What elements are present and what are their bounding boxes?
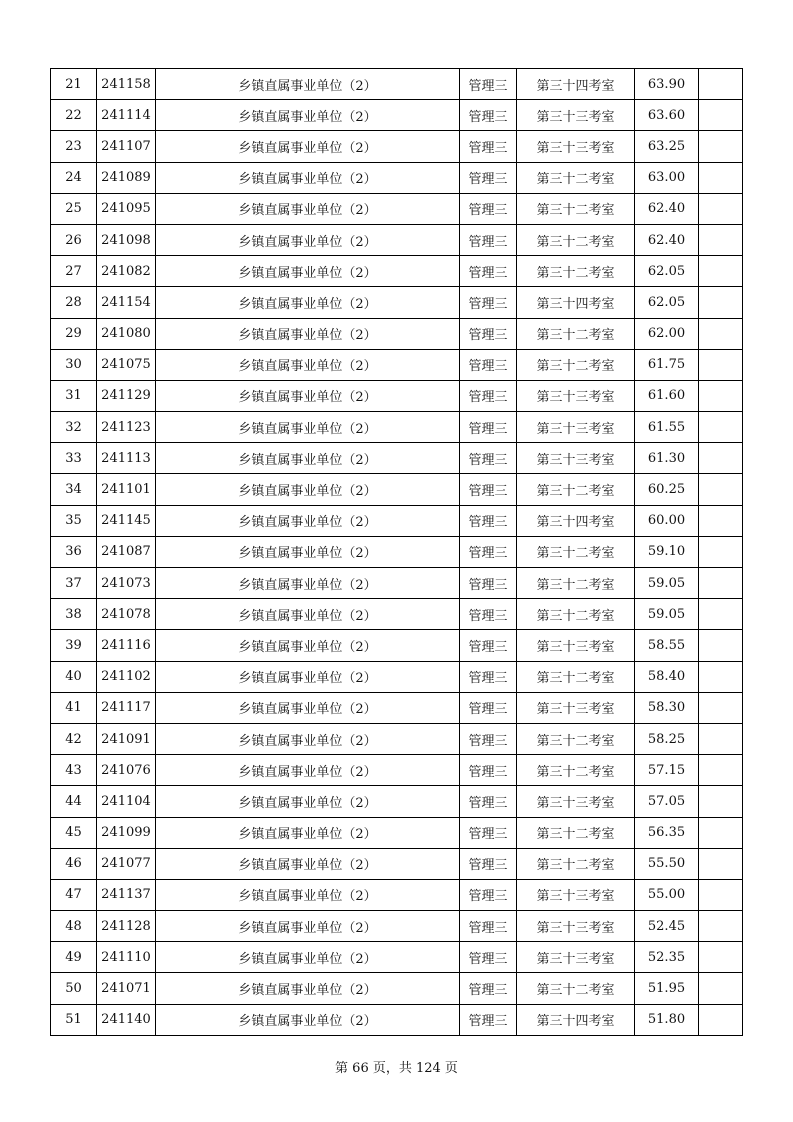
remark-cell	[699, 911, 743, 942]
unit-name-cell: 乡镇直属事业单位（2）	[156, 755, 460, 786]
remark-cell	[699, 661, 743, 692]
row-number-cell: 48	[51, 911, 97, 942]
score-cell: 58.40	[635, 661, 699, 692]
unit-name-cell: 乡镇直属事业单位（2）	[156, 224, 460, 255]
candidate-id-cell: 241077	[97, 848, 156, 879]
row-number-cell: 31	[51, 380, 97, 411]
table-row	[51, 568, 743, 599]
exam-room-cell: 第三十三考室	[517, 443, 635, 474]
row-number-cell: 35	[51, 505, 97, 536]
score-cell: 62.40	[635, 224, 699, 255]
exam-room-cell: 第三十二考室	[517, 755, 635, 786]
remark-cell	[699, 131, 743, 162]
score-cell: 63.60	[635, 100, 699, 131]
score-cell: 55.50	[635, 848, 699, 879]
score-cell: 52.45	[635, 911, 699, 942]
row-number-cell: 24	[51, 162, 97, 193]
table-row	[51, 505, 743, 536]
remark-cell	[699, 69, 743, 100]
exam-room-cell: 第三十二考室	[517, 973, 635, 1004]
row-number-cell: 44	[51, 786, 97, 817]
score-cell: 63.00	[635, 162, 699, 193]
score-cell: 61.55	[635, 412, 699, 443]
remark-cell	[699, 256, 743, 287]
row-number-cell: 47	[51, 879, 97, 910]
remark-cell	[699, 599, 743, 630]
exam-room-cell: 第三十二考室	[517, 599, 635, 630]
unit-name-cell: 乡镇直属事业单位（2）	[156, 380, 460, 411]
position-cell: 管理三	[460, 1004, 517, 1035]
exam-room-cell: 第三十二考室	[517, 256, 635, 287]
score-cell: 61.30	[635, 443, 699, 474]
position-cell: 管理三	[460, 536, 517, 567]
exam-room-cell: 第三十二考室	[517, 723, 635, 754]
unit-name-cell: 乡镇直属事业单位（2）	[156, 69, 460, 100]
remark-cell	[699, 692, 743, 723]
score-cell: 62.40	[635, 193, 699, 224]
row-number-cell: 26	[51, 224, 97, 255]
unit-name-cell: 乡镇直属事业单位（2）	[156, 131, 460, 162]
page-footer: 第 66 页，共 124 页	[335, 1061, 458, 1076]
remark-cell	[699, 942, 743, 973]
row-number-cell: 36	[51, 536, 97, 567]
candidate-id-cell: 241116	[97, 630, 156, 661]
candidate-id-cell: 241158	[97, 69, 156, 100]
remark-cell	[699, 100, 743, 131]
row-number-cell: 51	[51, 1004, 97, 1035]
position-cell: 管理三	[460, 911, 517, 942]
exam-room-cell: 第三十二考室	[517, 162, 635, 193]
row-number-cell: 29	[51, 318, 97, 349]
score-cell: 51.80	[635, 1004, 699, 1035]
table-row	[51, 318, 743, 349]
score-cell: 57.05	[635, 786, 699, 817]
exam-room-cell: 第三十二考室	[517, 193, 635, 224]
remark-cell	[699, 817, 743, 848]
position-cell: 管理三	[460, 443, 517, 474]
exam-room-cell: 第三十二考室	[517, 536, 635, 567]
exam-room-cell: 第三十三考室	[517, 380, 635, 411]
row-number-cell: 34	[51, 474, 97, 505]
results-table	[50, 68, 743, 1036]
position-cell: 管理三	[460, 505, 517, 536]
unit-name-cell: 乡镇直属事业单位（2）	[156, 817, 460, 848]
candidate-id-cell: 241123	[97, 412, 156, 443]
exam-room-cell: 第三十三考室	[517, 786, 635, 817]
row-number-cell: 22	[51, 100, 97, 131]
exam-room-cell: 第三十三考室	[517, 100, 635, 131]
row-number-cell: 50	[51, 973, 97, 1004]
unit-name-cell: 乡镇直属事业单位（2）	[156, 630, 460, 661]
unit-name-cell: 乡镇直属事业单位（2）	[156, 349, 460, 380]
score-cell: 58.25	[635, 723, 699, 754]
table-row	[51, 380, 743, 411]
position-cell: 管理三	[460, 661, 517, 692]
score-cell: 57.15	[635, 755, 699, 786]
unit-name-cell: 乡镇直属事业单位（2）	[156, 100, 460, 131]
candidate-id-cell: 241082	[97, 256, 156, 287]
candidate-id-cell: 241104	[97, 786, 156, 817]
table-row	[51, 349, 743, 380]
unit-name-cell: 乡镇直属事业单位（2）	[156, 786, 460, 817]
position-cell: 管理三	[460, 69, 517, 100]
unit-name-cell: 乡镇直属事业单位（2）	[156, 599, 460, 630]
remark-cell	[699, 318, 743, 349]
candidate-id-cell: 241080	[97, 318, 156, 349]
remark-cell	[699, 474, 743, 505]
table-row	[51, 661, 743, 692]
position-cell: 管理三	[460, 193, 517, 224]
row-number-cell: 37	[51, 568, 97, 599]
remark-cell	[699, 224, 743, 255]
exam-room-cell: 第三十三考室	[517, 412, 635, 443]
remark-cell	[699, 786, 743, 817]
table-row	[51, 412, 743, 443]
candidate-id-cell: 241154	[97, 287, 156, 318]
candidate-id-cell: 241137	[97, 879, 156, 910]
score-cell: 58.30	[635, 692, 699, 723]
exam-room-cell: 第三十二考室	[517, 568, 635, 599]
candidate-id-cell: 241114	[97, 100, 156, 131]
score-cell: 55.00	[635, 879, 699, 910]
score-cell: 61.60	[635, 380, 699, 411]
position-cell: 管理三	[460, 942, 517, 973]
score-cell: 61.75	[635, 349, 699, 380]
table-row	[51, 599, 743, 630]
position-cell: 管理三	[460, 287, 517, 318]
exam-room-cell: 第三十四考室	[517, 505, 635, 536]
table-row	[51, 536, 743, 567]
position-cell: 管理三	[460, 755, 517, 786]
position-cell: 管理三	[460, 474, 517, 505]
score-cell: 62.05	[635, 287, 699, 318]
unit-name-cell: 乡镇直属事业单位（2）	[156, 536, 460, 567]
row-number-cell: 41	[51, 692, 97, 723]
remark-cell	[699, 973, 743, 1004]
remark-cell	[699, 162, 743, 193]
row-number-cell: 27	[51, 256, 97, 287]
table-row	[51, 474, 743, 505]
candidate-id-cell: 241102	[97, 661, 156, 692]
row-number-cell: 33	[51, 443, 97, 474]
remark-cell	[699, 349, 743, 380]
remark-cell	[699, 287, 743, 318]
candidate-id-cell: 241129	[97, 380, 156, 411]
exam-room-cell: 第三十三考室	[517, 692, 635, 723]
remark-cell	[699, 443, 743, 474]
table-row	[51, 193, 743, 224]
score-cell: 56.35	[635, 817, 699, 848]
candidate-id-cell: 241098	[97, 224, 156, 255]
score-cell: 51.95	[635, 973, 699, 1004]
position-cell: 管理三	[460, 100, 517, 131]
position-cell: 管理三	[460, 568, 517, 599]
position-cell: 管理三	[460, 256, 517, 287]
exam-room-cell: 第三十二考室	[517, 661, 635, 692]
unit-name-cell: 乡镇直属事业单位（2）	[156, 661, 460, 692]
candidate-id-cell: 241089	[97, 162, 156, 193]
position-cell: 管理三	[460, 224, 517, 255]
remark-cell	[699, 848, 743, 879]
table-row	[51, 848, 743, 879]
candidate-id-cell: 241145	[97, 505, 156, 536]
candidate-id-cell: 241073	[97, 568, 156, 599]
table-row	[51, 817, 743, 848]
unit-name-cell: 乡镇直属事业单位（2）	[156, 193, 460, 224]
exam-room-cell: 第三十四考室	[517, 287, 635, 318]
table-row	[51, 973, 743, 1004]
table-row	[51, 1004, 743, 1035]
table-row	[51, 879, 743, 910]
exam-room-cell: 第三十四考室	[517, 69, 635, 100]
row-number-cell: 21	[51, 69, 97, 100]
candidate-id-cell: 241099	[97, 817, 156, 848]
exam-room-cell: 第三十二考室	[517, 848, 635, 879]
row-number-cell: 45	[51, 817, 97, 848]
exam-room-cell: 第三十二考室	[517, 349, 635, 380]
score-cell: 60.00	[635, 505, 699, 536]
position-cell: 管理三	[460, 318, 517, 349]
table-row	[51, 723, 743, 754]
table-row	[51, 630, 743, 661]
row-number-cell: 40	[51, 661, 97, 692]
position-cell: 管理三	[460, 817, 517, 848]
remark-cell	[699, 1004, 743, 1035]
candidate-id-cell: 241107	[97, 131, 156, 162]
remark-cell	[699, 723, 743, 754]
unit-name-cell: 乡镇直属事业单位（2）	[156, 879, 460, 910]
candidate-id-cell: 241087	[97, 536, 156, 567]
unit-name-cell: 乡镇直属事业单位（2）	[156, 692, 460, 723]
row-number-cell: 46	[51, 848, 97, 879]
table-body	[51, 69, 743, 1036]
table-row	[51, 100, 743, 131]
exam-room-cell: 第三十三考室	[517, 879, 635, 910]
candidate-id-cell: 241110	[97, 942, 156, 973]
unit-name-cell: 乡镇直属事业单位（2）	[156, 256, 460, 287]
exam-room-cell: 第三十二考室	[517, 474, 635, 505]
table-row	[51, 256, 743, 287]
remark-cell	[699, 568, 743, 599]
candidate-id-cell: 241101	[97, 474, 156, 505]
exam-room-cell: 第三十三考室	[517, 942, 635, 973]
unit-name-cell: 乡镇直属事业单位（2）	[156, 568, 460, 599]
score-cell: 60.25	[635, 474, 699, 505]
position-cell: 管理三	[460, 162, 517, 193]
candidate-id-cell: 241076	[97, 755, 156, 786]
remark-cell	[699, 536, 743, 567]
row-number-cell: 23	[51, 131, 97, 162]
table-row	[51, 942, 743, 973]
row-number-cell: 38	[51, 599, 97, 630]
position-cell: 管理三	[460, 630, 517, 661]
remark-cell	[699, 879, 743, 910]
candidate-id-cell: 241075	[97, 349, 156, 380]
remark-cell	[699, 755, 743, 786]
unit-name-cell: 乡镇直属事业单位（2）	[156, 443, 460, 474]
table-row	[51, 692, 743, 723]
score-cell: 62.05	[635, 256, 699, 287]
score-cell: 59.05	[635, 599, 699, 630]
candidate-id-cell: 241140	[97, 1004, 156, 1035]
unit-name-cell: 乡镇直属事业单位（2）	[156, 287, 460, 318]
remark-cell	[699, 412, 743, 443]
row-number-cell: 25	[51, 193, 97, 224]
table-row	[51, 224, 743, 255]
exam-room-cell: 第三十三考室	[517, 630, 635, 661]
table-row	[51, 131, 743, 162]
row-number-cell: 39	[51, 630, 97, 661]
exam-room-cell: 第三十三考室	[517, 131, 635, 162]
candidate-id-cell: 241117	[97, 692, 156, 723]
position-cell: 管理三	[460, 848, 517, 879]
position-cell: 管理三	[460, 692, 517, 723]
unit-name-cell: 乡镇直属事业单位（2）	[156, 412, 460, 443]
position-cell: 管理三	[460, 349, 517, 380]
score-cell: 58.55	[635, 630, 699, 661]
score-cell: 63.90	[635, 69, 699, 100]
remark-cell	[699, 630, 743, 661]
exam-room-cell: 第三十三考室	[517, 911, 635, 942]
unit-name-cell: 乡镇直属事业单位（2）	[156, 973, 460, 1004]
table-row	[51, 69, 743, 100]
unit-name-cell: 乡镇直属事业单位（2）	[156, 162, 460, 193]
unit-name-cell: 乡镇直属事业单位（2）	[156, 474, 460, 505]
row-number-cell: 49	[51, 942, 97, 973]
position-cell: 管理三	[460, 723, 517, 754]
row-number-cell: 32	[51, 412, 97, 443]
score-cell: 63.25	[635, 131, 699, 162]
candidate-id-cell: 241071	[97, 973, 156, 1004]
unit-name-cell: 乡镇直属事业单位（2）	[156, 848, 460, 879]
unit-name-cell: 乡镇直属事业单位（2）	[156, 911, 460, 942]
position-cell: 管理三	[460, 786, 517, 817]
position-cell: 管理三	[460, 599, 517, 630]
exam-room-cell: 第三十二考室	[517, 318, 635, 349]
remark-cell	[699, 505, 743, 536]
row-number-cell: 42	[51, 723, 97, 754]
table-row	[51, 786, 743, 817]
score-cell: 59.10	[635, 536, 699, 567]
unit-name-cell: 乡镇直属事业单位（2）	[156, 318, 460, 349]
candidate-id-cell: 241095	[97, 193, 156, 224]
row-number-cell: 30	[51, 349, 97, 380]
table-row	[51, 287, 743, 318]
exam-room-cell: 第三十四考室	[517, 1004, 635, 1035]
remark-cell	[699, 193, 743, 224]
position-cell: 管理三	[460, 879, 517, 910]
candidate-id-cell: 241078	[97, 599, 156, 630]
table-row	[51, 443, 743, 474]
unit-name-cell: 乡镇直属事业单位（2）	[156, 505, 460, 536]
unit-name-cell: 乡镇直属事业单位（2）	[156, 1004, 460, 1035]
row-number-cell: 28	[51, 287, 97, 318]
unit-name-cell: 乡镇直属事业单位（2）	[156, 942, 460, 973]
score-cell: 62.00	[635, 318, 699, 349]
position-cell: 管理三	[460, 131, 517, 162]
table-row	[51, 162, 743, 193]
score-cell: 52.35	[635, 942, 699, 973]
position-cell: 管理三	[460, 412, 517, 443]
candidate-id-cell: 241091	[97, 723, 156, 754]
remark-cell	[699, 380, 743, 411]
exam-room-cell: 第三十二考室	[517, 817, 635, 848]
row-number-cell: 43	[51, 755, 97, 786]
table-row	[51, 911, 743, 942]
position-cell: 管理三	[460, 380, 517, 411]
unit-name-cell: 乡镇直属事业单位（2）	[156, 723, 460, 754]
table-row	[51, 755, 743, 786]
candidate-id-cell: 241113	[97, 443, 156, 474]
exam-room-cell: 第三十二考室	[517, 224, 635, 255]
position-cell: 管理三	[460, 973, 517, 1004]
candidate-id-cell: 241128	[97, 911, 156, 942]
score-cell: 59.05	[635, 568, 699, 599]
